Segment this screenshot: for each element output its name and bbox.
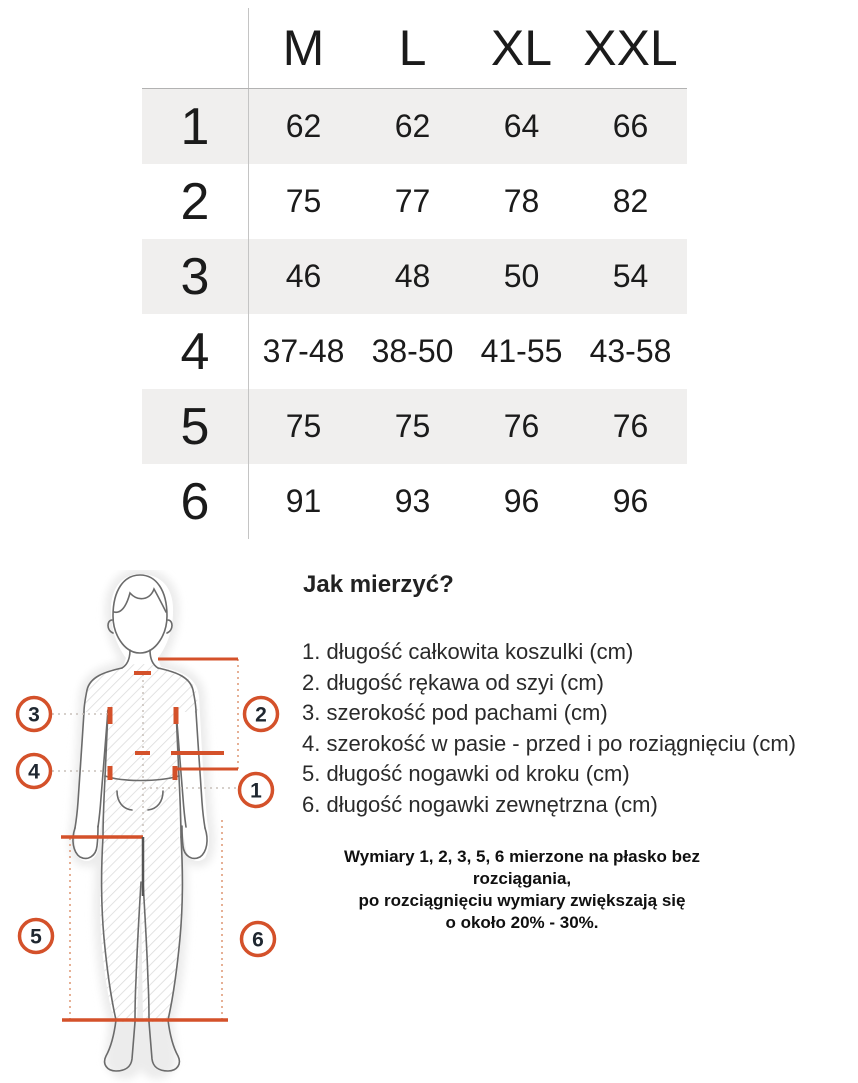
list-item: 4. szerokość w pasie - przed i po roziągnięciu (cm) — [302, 730, 796, 756]
table-cell: 75 — [394, 408, 431, 444]
table-cell: 54 — [612, 258, 649, 294]
table-cell: 93 — [394, 483, 431, 519]
note-line: Wymiary 1, 2, 3, 5, 6 mierzone na płasko bez rozciągania, — [344, 847, 700, 888]
table-cell: 96 — [503, 483, 540, 519]
stretch-note — [302, 846, 742, 934]
callout-number: 4 — [28, 760, 40, 784]
table-cell: 66 — [612, 108, 649, 144]
row-label: 4 — [142, 314, 249, 389]
table-cell: 76 — [612, 408, 649, 444]
table-row — [142, 464, 687, 539]
note-line: po rozciągnięciu wymiary zwiększają się — [358, 891, 686, 910]
table-row — [142, 164, 687, 239]
callout-circle-2 — [245, 698, 278, 731]
table-cell: 48 — [394, 258, 431, 294]
table-cell: 38-50 — [371, 333, 454, 369]
corner-cell — [142, 8, 249, 88]
table-row — [142, 239, 687, 314]
callout-circle-4 — [18, 755, 51, 788]
table-row — [142, 389, 687, 464]
callout-number: 2 — [255, 703, 267, 727]
list-item: 1. długość całkowita koszulki (cm) — [302, 639, 634, 664]
table-cell: 91 — [285, 483, 322, 519]
row-label: 6 — [142, 464, 249, 539]
row-label: 5 — [142, 389, 249, 464]
callout-circle-1 — [240, 774, 273, 807]
list-item: 5. długość nogawki od kroku (cm) — [302, 761, 630, 786]
list-item: 3. szerokość pod pachami (cm) — [302, 700, 608, 725]
table-cell: 43-58 — [589, 333, 672, 369]
figure-fill — [75, 574, 209, 1022]
note-line: o około 20% - 30%. — [445, 913, 599, 932]
row-label: 3 — [142, 239, 249, 314]
row-label: 2 — [142, 164, 249, 239]
list-item: 6. długość nogawki zewnętrzna (cm) — [302, 791, 658, 817]
measurement-list — [302, 637, 796, 820]
table-cell: 96 — [612, 483, 649, 519]
callout-circle-5 — [20, 920, 53, 953]
callout-number: 3 — [28, 703, 40, 727]
table-cell: 77 — [394, 183, 431, 219]
table-cell: 75 — [285, 183, 322, 219]
body-figure-svg — [0, 570, 300, 1083]
col-header-xxl: XXL — [583, 20, 678, 76]
guide-title: Jak mierzyć? — [303, 571, 454, 598]
table-cell: 62 — [285, 108, 322, 144]
table-cell: 64 — [503, 108, 540, 144]
callout-number: 5 — [30, 925, 42, 949]
col-header-l: L — [398, 20, 427, 76]
table-cell: 46 — [285, 258, 322, 294]
callout-number: 1 — [250, 779, 262, 803]
table-cell: 62 — [394, 108, 431, 144]
table-cell: 78 — [503, 183, 540, 219]
col-header-xl: XL — [490, 20, 553, 76]
table-cell: 50 — [503, 258, 540, 294]
size-table — [142, 8, 687, 539]
table-cell: 41-55 — [480, 333, 563, 369]
table-row — [142, 89, 687, 164]
measurement-diagram — [0, 570, 300, 1083]
list-item: 2. długość rękawa od szyi (cm) — [302, 669, 604, 695]
col-header-m: M — [282, 20, 325, 76]
table-cell: 82 — [612, 183, 649, 219]
callout-circle-3 — [18, 698, 51, 731]
table-row — [142, 314, 687, 389]
callout-circle-6 — [242, 923, 275, 956]
table-header-row — [142, 8, 687, 89]
table-cell: 37-48 — [262, 333, 345, 369]
table-cell: 76 — [503, 408, 540, 444]
table-cell: 75 — [285, 408, 322, 444]
row-label: 1 — [142, 89, 249, 164]
callout-number: 6 — [252, 928, 264, 952]
